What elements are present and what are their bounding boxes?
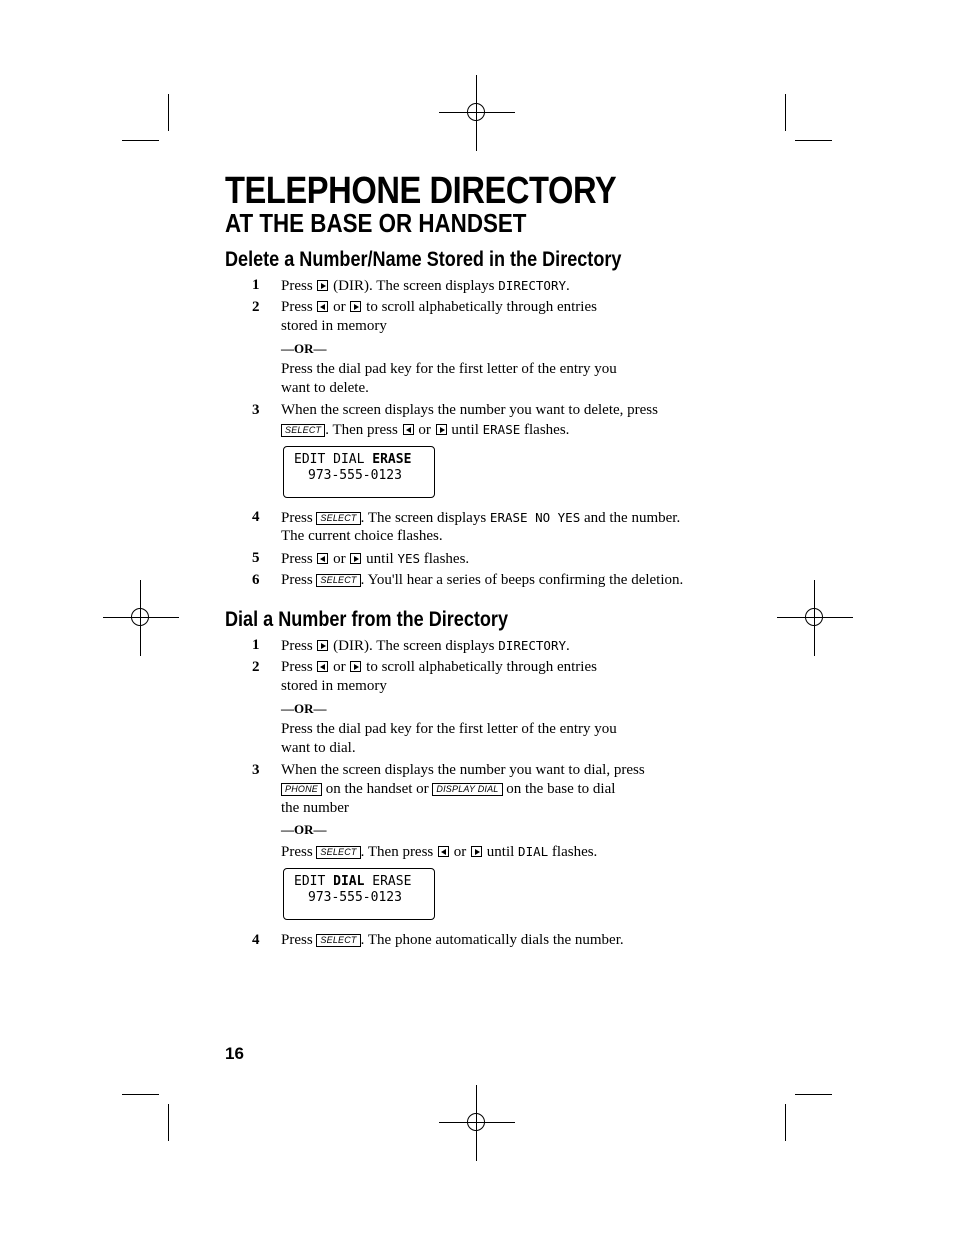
left-arrow-key-icon: [438, 846, 449, 857]
step-text: Press SELECT . You'll hear a series of beeps confirming the deletion.: [281, 572, 684, 588]
step-text: Press SELECT . The screen displays ERASE NO YES and the number.: [281, 510, 681, 526]
crop-mark: [785, 94, 786, 131]
step-number: 3: [252, 402, 260, 418]
right-arrow-key-icon: [350, 661, 361, 672]
or-divider: —OR—: [281, 822, 327, 837]
left-arrow-key-icon: [317, 301, 328, 312]
step-text: want to delete.: [281, 380, 369, 396]
crop-mark: [785, 1104, 786, 1141]
step-text: PHONE on the handset or DISPLAY DIAL on the base to dial: [281, 780, 615, 799]
step-number: 2: [252, 659, 260, 675]
step-text: Press the dial pad key for the first letter of the entry you: [281, 721, 617, 737]
step-text: Press SELECT . Then press or until DIAL flashes.: [281, 844, 598, 860]
page-subtitle: AT THE BASE OR HANDSET: [225, 208, 527, 238]
step-number: 1: [252, 637, 260, 653]
step-text: Press or until YES flashes.: [281, 551, 470, 567]
section-heading-dial: Dial a Number from the Directory: [225, 608, 509, 631]
section-heading-delete: Delete a Number/Name Stored in the Directory: [225, 248, 622, 271]
right-arrow-key-icon: [350, 553, 361, 564]
step-number: 4: [252, 932, 260, 948]
crop-mark: [122, 1094, 159, 1095]
step-number: 4: [252, 509, 260, 525]
crop-mark: [168, 1104, 169, 1141]
step-text: Press (DIR). The screen displays DIRECTORY.: [281, 638, 570, 654]
step-number: 5: [252, 550, 260, 566]
crop-mark: [168, 94, 169, 131]
registration-mark: [439, 1085, 515, 1161]
right-arrow-key-icon: [350, 301, 361, 312]
or-divider: —OR—: [281, 341, 327, 356]
lcd-display: EDIT DIAL ERASE 973-555-0123: [283, 868, 435, 920]
or-divider: —OR—: [281, 701, 327, 716]
registration-mark: [439, 75, 515, 151]
step-text: Press or to scroll alphabetically through entries: [281, 299, 597, 315]
step-text: The current choice flashes.: [281, 528, 443, 544]
left-arrow-key-icon: [317, 553, 328, 564]
crop-mark: [795, 1094, 832, 1095]
step-number: 1: [252, 277, 260, 293]
step-text: stored in memory: [281, 678, 387, 694]
select-key-icon: SELECT: [316, 846, 360, 859]
display-dial-key-icon: DISPLAY DIAL: [432, 783, 502, 796]
select-key-icon: SELECT: [316, 934, 360, 947]
left-arrow-key-icon: [403, 424, 414, 435]
step-text: want to dial.: [281, 740, 356, 756]
step-text: stored in memory: [281, 318, 387, 334]
page-number: 16: [225, 1044, 244, 1063]
select-key-icon: SELECT: [316, 512, 360, 525]
step-number: 2: [252, 299, 260, 315]
step-text: When the screen displays the number you want to delete, press: [281, 402, 658, 418]
crop-mark: [122, 140, 159, 141]
left-arrow-key-icon: [317, 661, 328, 672]
step-text: Press SELECT . The phone automatically dials the number.: [281, 932, 624, 948]
step-text: When the screen displays the number you want to dial, press: [281, 762, 645, 778]
select-key-icon: SELECT: [316, 574, 360, 587]
step-number: 6: [252, 572, 260, 588]
phone-key-icon: PHONE: [281, 783, 322, 796]
right-arrow-key-icon: [317, 640, 328, 651]
registration-mark: [777, 580, 853, 656]
step-text: SELECT . Then press or until ERASE flashes.: [281, 420, 569, 440]
step-text: Press (DIR). The screen displays DIRECTORY.: [281, 278, 570, 294]
step-text: the number: [281, 800, 349, 816]
select-key-icon: SELECT: [281, 424, 325, 437]
crop-mark: [795, 140, 832, 141]
right-arrow-key-icon: [317, 280, 328, 291]
registration-mark: [103, 580, 179, 656]
page-title: TELEPHONE DIRECTORY: [225, 170, 617, 212]
step-text: Press the dial pad key for the first letter of the entry you: [281, 361, 617, 377]
step-number: 3: [252, 762, 260, 778]
right-arrow-key-icon: [471, 846, 482, 857]
right-arrow-key-icon: [436, 424, 447, 435]
step-text: Press or to scroll alphabetically through entries: [281, 659, 597, 675]
lcd-display: EDIT DIAL ERASE 973-555-0123: [283, 446, 435, 498]
